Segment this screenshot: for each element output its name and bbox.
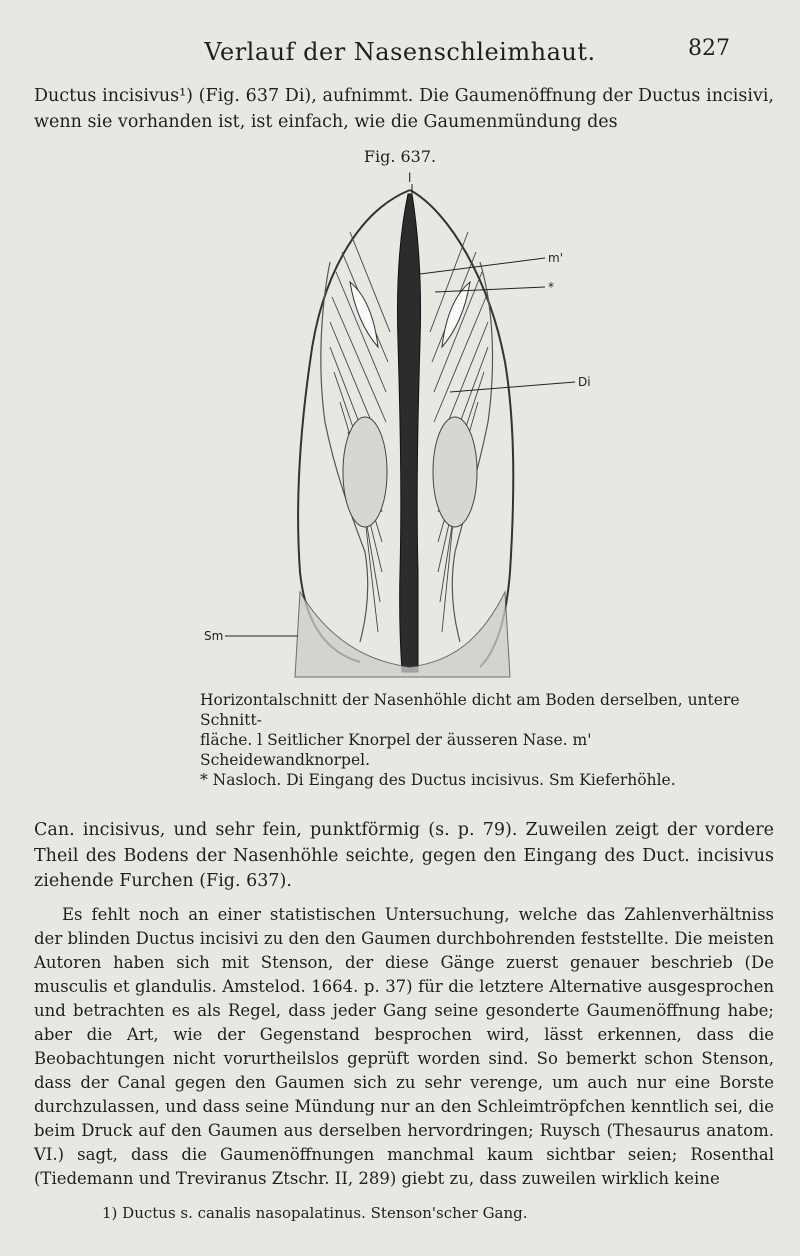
label-l: l: [408, 172, 412, 185]
figure-title: Fig. 637.: [363, 147, 437, 166]
running-title: Verlauf der Nasenschleimhaut.: [204, 38, 596, 66]
paragraph-2-text: Can. incisivus, und sehr fein, punktförmig (s. p. 79). Zuweilen zeigt der vordere Theil des Bodens der Nasenhöhle seichte, gegen den Eingang des Duct. incisivus ziehende Furchen (Fig. 637).: [34, 820, 774, 891]
caption-line-2: fläche. l Seitlicher Knorpel der äusseren Nase. m' Scheidewandknorpel.: [200, 731, 592, 769]
caption-line-3: * Nasloch. Di Eingang des Ductus incisivus. Sm Kieferhöhle.: [200, 771, 676, 789]
septum: [397, 194, 420, 672]
page-number: 827: [688, 36, 730, 61]
left-cavity: [343, 417, 387, 527]
footnote: 1) Ductus s. canalis nasopalatinus. Stenson'scher Gang.: [102, 1204, 528, 1222]
label-sm: Sm: [204, 629, 224, 643]
paragraph-3-text: Es fehlt noch an einer statistischen Untersuchung, welche das Zahlenverhältniss der blinden Ductus incisivi zu den den Gaumen durchbohrenden feststellte. Die meisten Autoren haben sich mit Stenson, der diese Gänge zuerst genauer beschrieb (De musculis et glandulis. Amstelod. 1664. p. 37) für die letztere Alternative ausgesprochen und betrachten es als Regel, dass jeder Gang seine gesonderte Gaumenöffnung habe; aber die Art, wie der Gegenstand besprochen wird, lässt erkennen, dass die Beobachtungen nicht vorurtheilslos geprüft worden sind. So bemerkt schon Stenson, dass der Canal gegen den Gaumen sich zu sehr verenge, um auch nur eine Borste durchzulassen, und dass seine Mündung nur an den Schleimtröpfchen kenntlich sei, die beim Druck auf den Gaumen aus derselben hervordringen; Ruysch (Thesaurus anatom. VI.) sagt, dass die Gaumenöffnungen manchmal kaum sichtbar seien; Rosenthal (Tiedemann und Treviranus Ztschr. II, 289) giebt zu, dass zuweilen wirklich keine: [34, 905, 774, 1188]
paragraph-1-text: Ductus incisivus¹) (Fig. 637 Di), aufnimmt. Die Gaumenöffnung der Ductus incisivi, wenn sie vorhanden ist, ist einfach, wie die Gaumenmündung des: [34, 86, 774, 132]
right-cavity: [433, 417, 477, 527]
paragraph-1: [34, 84, 774, 135]
label-di: Di: [578, 375, 591, 389]
label-star: *: [548, 280, 554, 294]
paragraph-2: [34, 818, 774, 895]
anatomical-figure: [150, 172, 650, 682]
figure-caption: [200, 690, 760, 790]
leader-di: [450, 382, 575, 392]
leader-star: [435, 287, 545, 292]
label-m: m': [548, 251, 563, 265]
caption-line-1: Horizontalschnitt der Nasenhöhle dicht am Boden derselben, untere Schnitt-: [200, 691, 740, 729]
paragraph-3: [34, 903, 774, 1191]
